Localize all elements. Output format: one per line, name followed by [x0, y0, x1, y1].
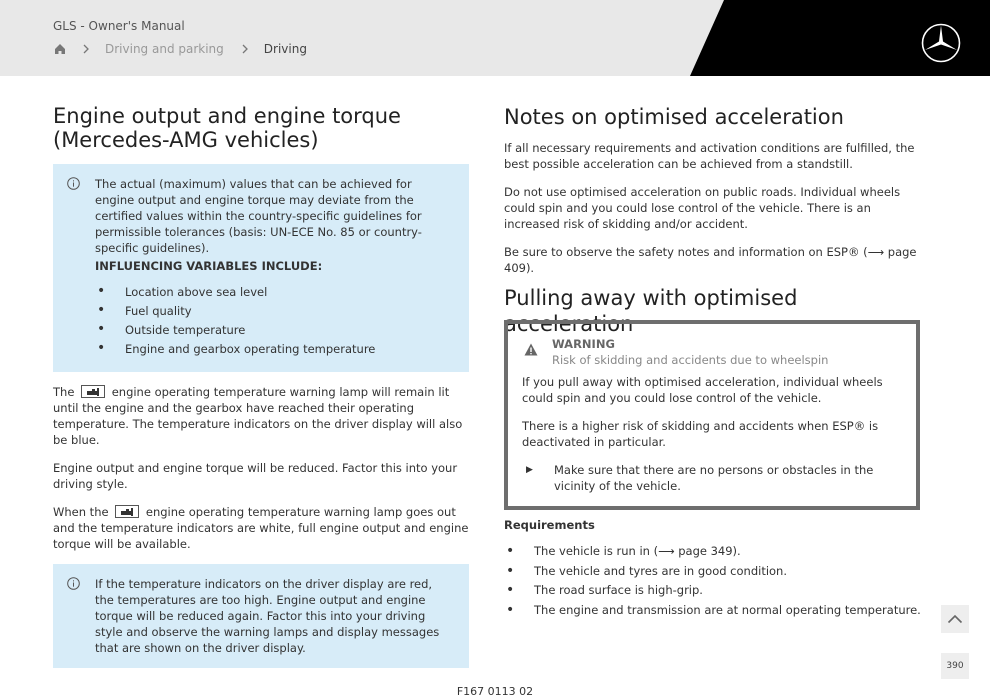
list-item: • Location above sea level [95, 284, 453, 303]
warning-subtitle: Risk of skidding and accidents due to wheelspin [552, 353, 829, 367]
paragraph-esp-notes: Be sure to observe the safety notes and information on ESP® (⟶ page 409). [504, 245, 917, 275]
engine-temperature-lamp-icon [115, 505, 139, 518]
warning-text: If you pull away with optimised acceleration, individual wheels could spin and you could lose control of the vehicle. [522, 375, 883, 405]
list-item: • The engine and transmission are at normal operating temperature. [504, 603, 924, 623]
play-arrow-icon: ▶ [526, 465, 533, 475]
requirements-list [504, 544, 924, 622]
section-title-pulling-away: Pulling away with optimised acceleration [504, 286, 798, 336]
home-icon[interactable] [53, 42, 67, 56]
left-column [53, 104, 473, 668]
info-text: If the temperature indicators on the driver display are red, the temperatures are too high. Engine output and engine torque will be reduced again. Factor this into your driving style and observe the warning lamps and display messages that are shown on the driver display. [95, 577, 440, 655]
paragraph-best-acceleration: If all necessary requirements and activation conditions are fulfilled, the best possible acceleration can be achieved from a standstill. [504, 141, 915, 171]
footer-code: F167 0113 02 [456, 685, 534, 698]
chevron-right-icon [81, 44, 91, 54]
info-box-temperature-red [53, 564, 469, 668]
requirements-title: Requirements [504, 518, 595, 532]
influencing-variables-list [95, 284, 453, 360]
header-bar [0, 0, 990, 76]
breadcrumb-driving: Driving [263, 42, 307, 56]
scroll-to-top-button[interactable] [941, 605, 969, 633]
breadcrumb-driving-and-parking[interactable]: Driving and parking [105, 42, 224, 56]
warning-text: There is a higher risk of skidding and accidents when ESP® is deactivated in particular. [522, 419, 879, 449]
page-number-button[interactable]: 390 [941, 653, 969, 679]
doc-title: GLS - Owner's Manual [53, 19, 185, 33]
info-heading: INFLUENCING VARIABLES INCLUDE: [95, 259, 323, 273]
info-icon [67, 577, 80, 590]
paragraph-warning-lamp-lit: The engine operating temperature warning lamp will remain lit until the engine and the gearbox have reached their operating temperature. The temperature indicators on the driver display will also be blue. [53, 385, 463, 447]
warning-title: WARNING [552, 337, 615, 351]
chevron-right-icon [240, 44, 250, 54]
right-column [504, 104, 924, 617]
list-item: • The vehicle is run in (⟶ page 349). [504, 544, 924, 564]
info-box-influencing-variables [53, 164, 469, 372]
list-item: • The road surface is high-grip. [504, 583, 924, 603]
list-item: • Engine and gearbox operating temperature [95, 341, 453, 360]
paragraph-public-roads: Do not use optimised acceleration on public roads. Individual wheels could spin and you could lose control of the vehicle. There is an increased risk of skidding and/or accident. [504, 185, 901, 231]
warning-triangle-icon [524, 343, 538, 356]
warning-step: ▶ Make sure that there are no persons or obstacles in the vicinity of the vehicle. [526, 463, 874, 493]
section-title-engine-output: Engine output and engine torque (Mercedes-AMG vehicles) [53, 104, 401, 152]
paragraph-warning-lamp-out: When the engine operating temperature warning lamp goes out and the temperature indicators are white, full engine output and engine torque will be available. [53, 505, 469, 551]
warning-box [504, 320, 920, 510]
section-title-optimised-acceleration: Notes on optimised acceleration [504, 105, 844, 129]
mercedes-star-logo[interactable] [920, 22, 962, 64]
chevron-up-icon [947, 614, 963, 624]
list-item: • Outside temperature [95, 322, 453, 341]
paragraph-output-reduced: Engine output and engine torque will be reduced. Factor this into your driving style. [53, 461, 458, 491]
list-item: • The vehicle and tyres are in good condition. [504, 564, 924, 584]
breadcrumb [53, 42, 323, 56]
info-icon [67, 177, 80, 190]
list-item: • Fuel quality [95, 303, 453, 322]
info-text: The actual (maximum) values that can be achieved for engine output and engine torque may deviate from the certified values within the country-specific guidelines for permissible tolerances (basis: UN-ECE No. 85 or country-specific guidelines). [95, 177, 422, 255]
engine-temperature-lamp-icon [81, 385, 105, 398]
